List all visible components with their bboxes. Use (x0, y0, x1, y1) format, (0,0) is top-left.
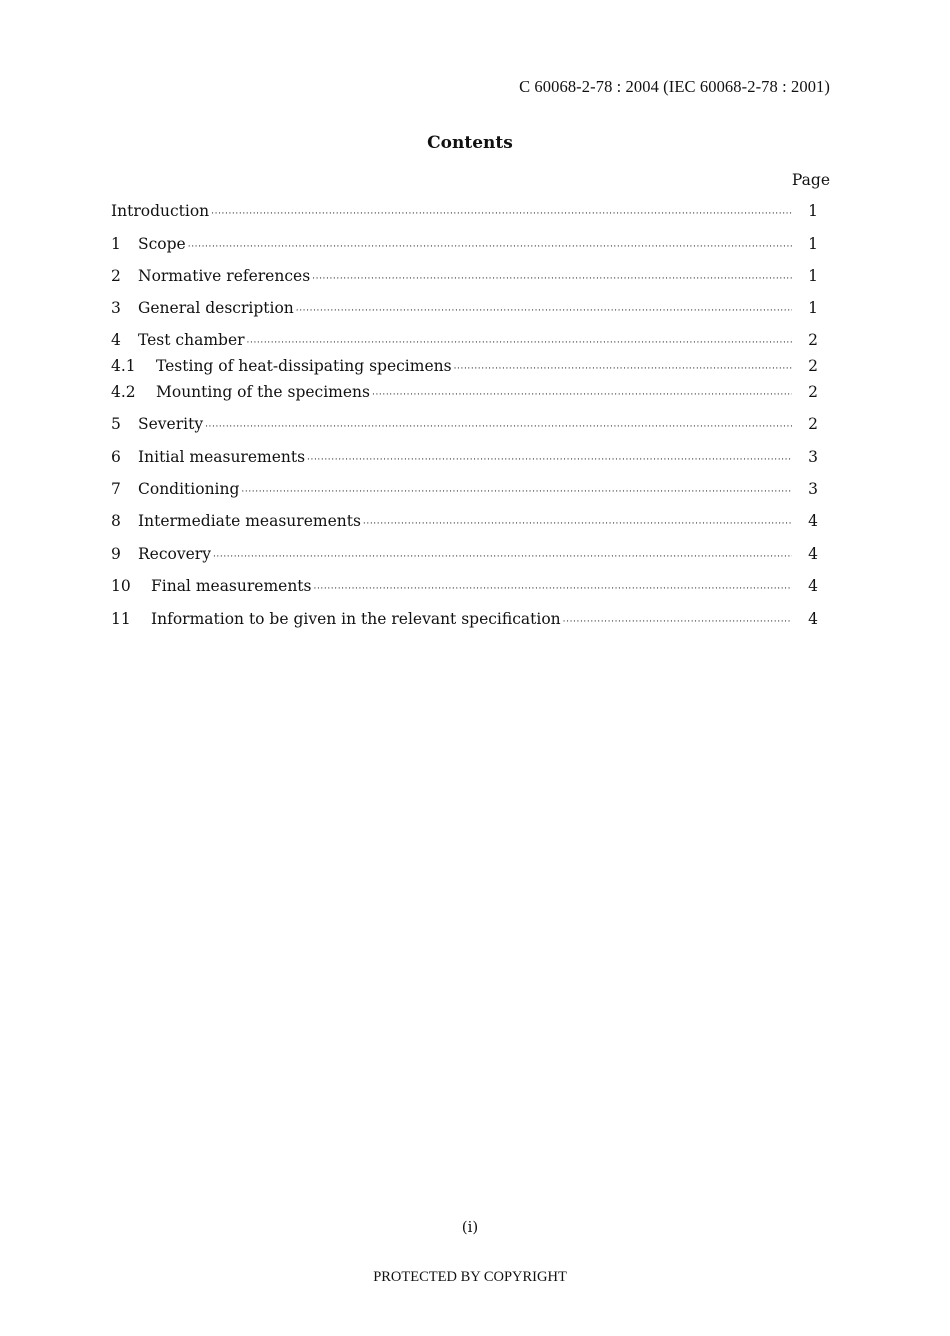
toc-entry-title: Test chamber (138, 331, 245, 349)
toc-entry-number: 3 (111, 299, 121, 317)
dot-leader (307, 449, 792, 471)
toc-entry-number: 2 (111, 267, 121, 285)
toc-entry-page: 1 (808, 235, 818, 253)
toc-entry-number: 8 (111, 512, 121, 530)
toc-entry-title: Recovery (138, 545, 211, 563)
toc-entry-title: Intermediate measurements (138, 512, 361, 530)
toc-entry-page: 4 (808, 577, 818, 595)
toc-entry-introduction[interactable] (111, 200, 818, 222)
toc-entry-intermediate-measurements[interactable] (111, 510, 818, 532)
toc-entry-page: 3 (808, 480, 818, 498)
toc-entry-title: Testing of heat-dissipating specimens (156, 357, 452, 375)
toc-entry-recovery[interactable] (111, 543, 818, 565)
page-number: (i) (461, 1218, 479, 1236)
toc-entry-title: Information to be given in the relevant specification (151, 610, 561, 628)
dot-leader (296, 300, 792, 322)
dot-leader (211, 203, 792, 225)
dot-leader (188, 236, 792, 258)
toc-entry-initial-measurements[interactable] (111, 446, 818, 468)
dot-leader (454, 358, 792, 380)
toc-entry-title: Final measurements (151, 577, 312, 595)
copyright-notice: PROTECTED BY COPYRIGHT (373, 1269, 567, 1285)
toc-entry-number: 5 (111, 415, 121, 433)
toc-entry-number: 7 (111, 480, 121, 498)
toc-entry-number: 6 (111, 448, 121, 466)
toc-entry-title: Introduction (111, 202, 210, 220)
toc-entry-number: 10 (111, 577, 131, 595)
document-reference: C 60068-2-78 : 2004 (IEC 60068-2-78 : 2001) (519, 77, 830, 96)
toc-entry-information-relevant-specification[interactable] (111, 608, 818, 630)
toc-entry-test-chamber[interactable] (111, 329, 818, 351)
toc-entry-title: Normative references (138, 267, 311, 285)
dot-leader (363, 513, 792, 535)
toc-entry-title: Scope (138, 235, 186, 253)
toc-entry-normative-references[interactable] (111, 265, 818, 287)
toc-entry-conditioning[interactable] (111, 478, 818, 500)
toc-entry-number: 4 (111, 331, 121, 349)
toc-entry-page: 2 (808, 357, 818, 375)
toc-entry-page: 4 (808, 512, 818, 530)
toc-entry-number: 4.2 (111, 383, 136, 401)
dot-leader (205, 416, 792, 438)
dot-leader (213, 546, 792, 568)
toc-entry-number: 4.1 (111, 357, 136, 375)
toc-entry-page: 1 (808, 202, 818, 220)
page-column-label: Page (791, 171, 830, 189)
toc-entry-page: 1 (808, 299, 818, 317)
toc-entry-page: 3 (808, 448, 818, 466)
toc-entry-title: Severity (138, 415, 204, 433)
toc-entry-mounting-specimens[interactable] (111, 381, 818, 403)
toc-entry-page: 1 (808, 267, 818, 285)
toc-entry-title: Mounting of the specimens (156, 383, 370, 401)
toc-entry-severity[interactable] (111, 413, 818, 435)
dot-leader (563, 611, 792, 633)
toc-entry-number: 9 (111, 545, 121, 563)
toc-entry-final-measurements[interactable] (111, 575, 818, 597)
toc-entry-page: 4 (808, 545, 818, 563)
toc-entry-title: Initial measurements (138, 448, 306, 466)
dot-leader (372, 384, 792, 406)
toc-entry-title: Conditioning (138, 480, 240, 498)
dot-leader (314, 578, 793, 600)
toc-entry-page: 4 (808, 610, 818, 628)
toc-entry-scope[interactable] (111, 233, 818, 255)
toc-entry-page: 2 (808, 383, 818, 401)
toc-entry-title: General description (138, 299, 294, 317)
toc-entry-page: 2 (808, 415, 818, 433)
toc-entry-heat-dissipating-specimens[interactable] (111, 355, 818, 377)
dot-leader (241, 481, 792, 503)
toc-entry-number: 1 (111, 235, 121, 253)
toc-entry-general-description[interactable] (111, 297, 818, 319)
toc-entry-page: 2 (808, 331, 818, 349)
contents-title: Contents (427, 133, 513, 153)
dot-leader (247, 332, 792, 354)
toc-entry-number: 11 (111, 610, 131, 628)
dot-leader (312, 268, 792, 290)
